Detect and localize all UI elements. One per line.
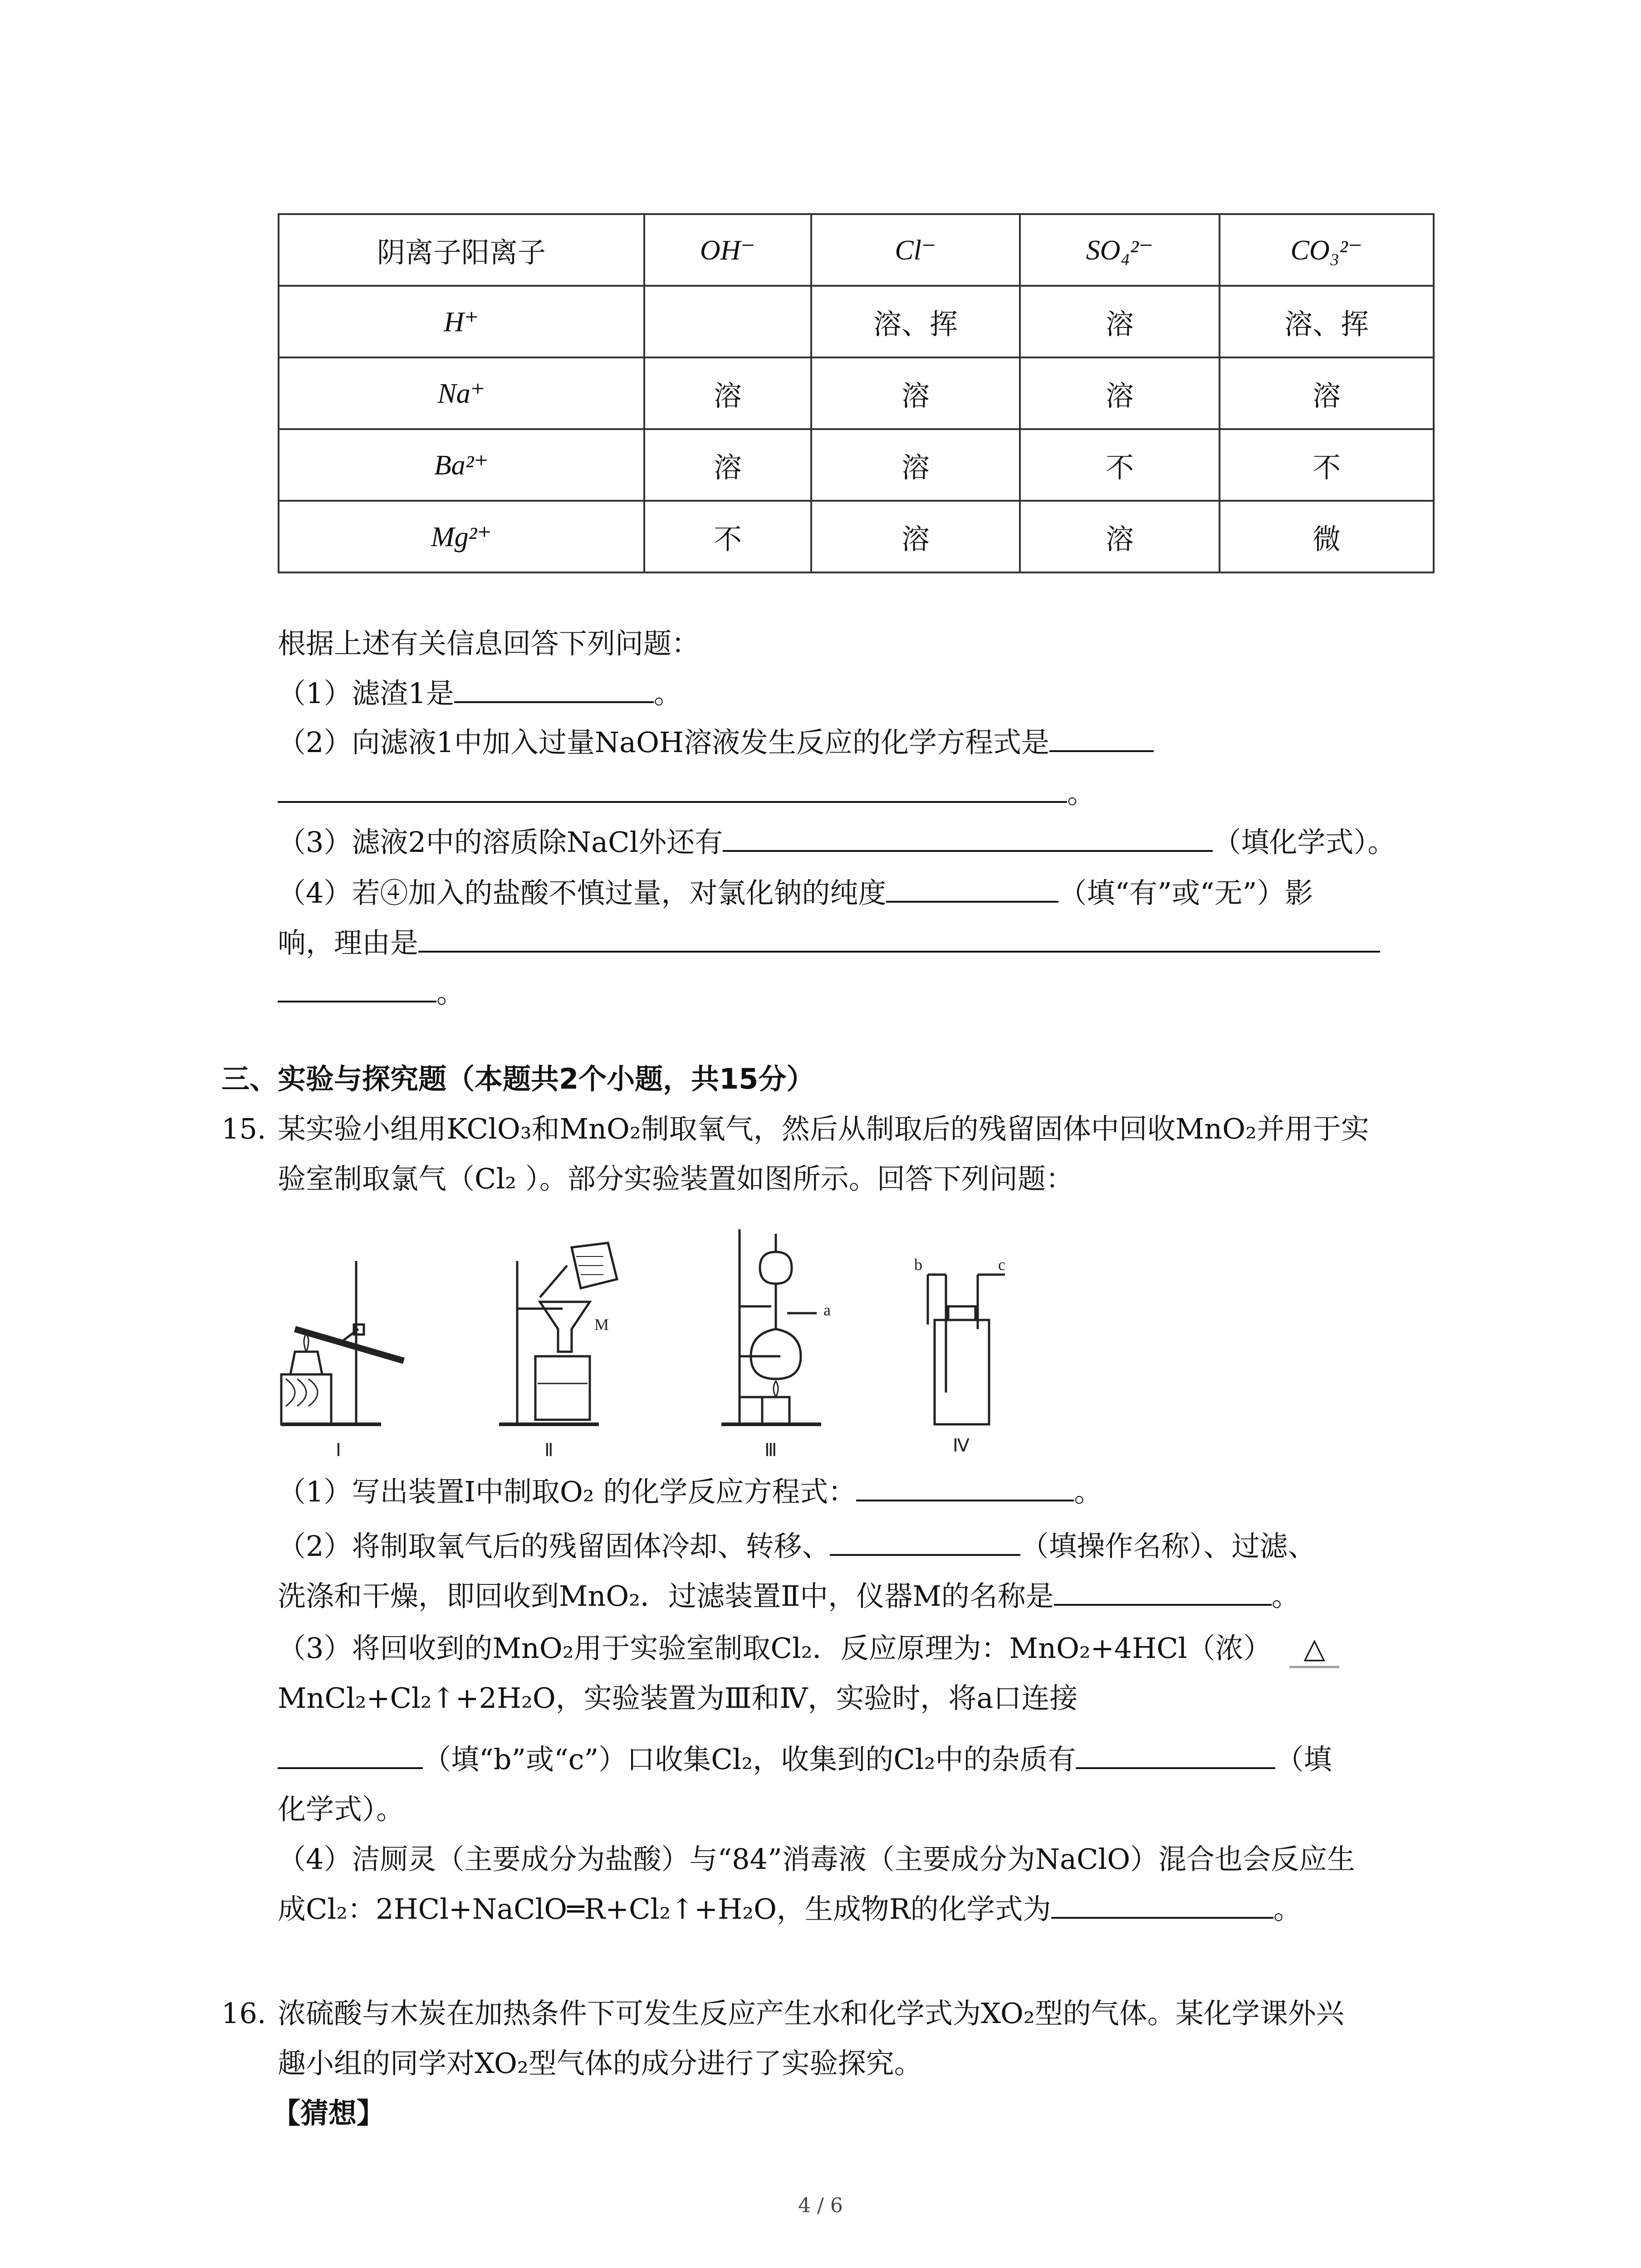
answer-blank[interactable] <box>454 676 654 703</box>
q14-part4-line3: 。 <box>278 975 465 1011</box>
q15-part3-line4: 化学式）。 <box>278 1793 405 1826</box>
answer-blank[interactable] <box>1076 1742 1275 1769</box>
table-cell: 微 <box>1220 501 1434 572</box>
label-c: c <box>998 1256 1005 1274</box>
q16-hypothesis-heading: 【猜想】 <box>272 2097 385 2130</box>
anion-header: Cl⁻ <box>811 214 1020 286</box>
table-row <box>279 357 1434 429</box>
anion-header: SO₄²⁻ <box>1020 214 1220 286</box>
table-cell: 溶 <box>644 357 811 429</box>
anion-header: OH⁻ <box>644 214 811 286</box>
cation-cell: Mg²⁺ <box>279 501 644 572</box>
fig-label-iv: Ⅳ <box>953 1435 970 1456</box>
q16-stem-line1: 浓硫酸与木炭在加热条件下可发生反应产生水和化学式为XO₂型的气体。某化学课外兴 <box>278 1997 1344 2030</box>
table-cell: 溶 <box>811 501 1020 572</box>
answer-blank[interactable] <box>886 875 1058 903</box>
page-number: 4 / 6 <box>798 2194 843 2217</box>
answer-blank[interactable] <box>1049 725 1154 752</box>
apparatus-figure <box>272 1225 1043 1470</box>
q15-part2: （2）将制取氧气后的残留固体冷却、转移、 （填操作名称）、过滤、 <box>278 1530 1316 1563</box>
anion-header: CO₃²⁻ <box>1220 214 1434 286</box>
table-header-row <box>279 214 1434 286</box>
q15-part4-line2: 成Cl₂：2HCl+NaClO═R+Cl₂↑+H₂O，生成物R的化学式为 。 <box>278 1892 1302 1926</box>
fig-label-ii: Ⅱ <box>544 1440 554 1460</box>
q14-intro: 根据上述有关信息回答下列问题： <box>278 627 700 660</box>
q16-number: 16. <box>221 1997 266 2030</box>
answer-blank[interactable] <box>830 1529 1020 1556</box>
q14-part4-line2: 响，理由是 <box>278 925 1380 961</box>
apparatus-i <box>281 1261 404 1424</box>
label-a: a <box>823 1301 831 1319</box>
solubility-table <box>278 213 1435 573</box>
table-corner-cell: 阴离子阳离子 <box>279 214 644 286</box>
table-cell: 溶 <box>1020 286 1220 357</box>
table-cell: 溶 <box>1020 501 1220 572</box>
fig-label-i: Ⅰ <box>336 1440 341 1460</box>
answer-blank[interactable] <box>1051 1892 1274 1919</box>
cation-cell: Na⁺ <box>279 357 644 429</box>
q14-part3: （3）滤液2中的溶质除NaCl外还有 （填化学式）。 <box>278 826 1396 859</box>
table-cell: 溶 <box>1020 357 1220 429</box>
q14-part1: （1）滤渣1是 。 <box>278 677 682 710</box>
q15-part4: （4）洁厕灵（主要成分为盐酸）与“84”消毒液（主要成分为NaClO）混合也会反应生 <box>278 1843 1356 1876</box>
cation-cell: H⁺ <box>279 286 644 357</box>
q14-part2-line2: 。 <box>278 776 1095 811</box>
answer-blank[interactable] <box>856 1474 1074 1501</box>
q15-stem-line2: 验室制取氯气（Cl₂ ）。部分实验装置如图所示。回答下列问题： <box>278 1162 1074 1195</box>
cation-cell: Ba²⁺ <box>279 429 644 501</box>
q15-part1: （1）写出装置Ⅰ中制取O₂ 的化学反应方程式： 。 <box>278 1475 1102 1508</box>
answer-blank[interactable] <box>278 975 436 1002</box>
q15-part3: （3）将回收到的MnO₂用于实验室制取Cl₂．反应原理为：MnO₂+4HCl（浓） △ <box>278 1631 1339 1668</box>
table-cell: 不 <box>1220 429 1434 501</box>
table-cell: 溶 <box>644 429 811 501</box>
apparatus-ii <box>499 1243 617 1424</box>
q15-number: 15. <box>221 1112 266 1145</box>
q15-part3-line2: MnCl₂+Cl₂↑+2H₂O，实验装置为Ⅲ和Ⅳ，实验时，将a口连接 <box>278 1681 1078 1715</box>
table-row <box>279 429 1434 501</box>
table-cell: 溶、挥 <box>1220 286 1434 357</box>
label-b: b <box>914 1256 922 1274</box>
section-heading: 三、实验与探究题（本题共2个小题，共15分） <box>221 1062 815 1095</box>
q16-stem-line2: 趣小组的同学对XO₂型气体的成分进行了实验探究。 <box>278 2047 922 2080</box>
q15-part3-line3: （填“b”或“c”）口收集Cl₂，收集到的Cl₂中的杂质有 （填 <box>278 1742 1332 1777</box>
answer-blank[interactable] <box>278 776 1067 803</box>
answer-blank[interactable] <box>418 925 1380 953</box>
answer-blank[interactable] <box>723 825 1213 852</box>
answer-blank[interactable] <box>1054 1579 1272 1606</box>
q14-part4: （4）若④加入的盐酸不慎过量，对氯化钠的纯度 （填“有”或“无”）影 <box>278 876 1313 909</box>
table-cell: 不 <box>644 501 811 572</box>
table-cell: 不 <box>1020 429 1220 501</box>
fig-label-iii: Ⅲ <box>764 1440 777 1460</box>
q15-part2-line2: 洗涤和干燥，即回收到MnO₂．过滤装置Ⅱ中，仪器M的名称是 。 <box>278 1579 1300 1613</box>
table-cell: 溶 <box>811 429 1020 501</box>
table-cell: 溶 <box>811 357 1020 429</box>
table-cell <box>644 286 811 357</box>
answer-blank[interactable] <box>278 1742 423 1769</box>
table-cell: 溶 <box>1220 357 1434 429</box>
apparatus-iii <box>721 1229 831 1424</box>
apparatus-iv <box>914 1256 1005 1424</box>
label-m: M <box>594 1315 609 1334</box>
table-cell: 溶、挥 <box>811 286 1020 357</box>
table-row <box>279 501 1434 572</box>
q14-part2: （2）向滤液1中加入过量NaOH溶液发生反应的化学方程式是 <box>278 725 1154 760</box>
table-row <box>279 286 1434 357</box>
heat-condition: △ <box>1289 1631 1339 1668</box>
q15-stem-line1: 某实验小组用KClO₃和MnO₂制取氧气，然后从制取后的残留固体中回收MnO₂并用于实 <box>278 1112 1369 1145</box>
